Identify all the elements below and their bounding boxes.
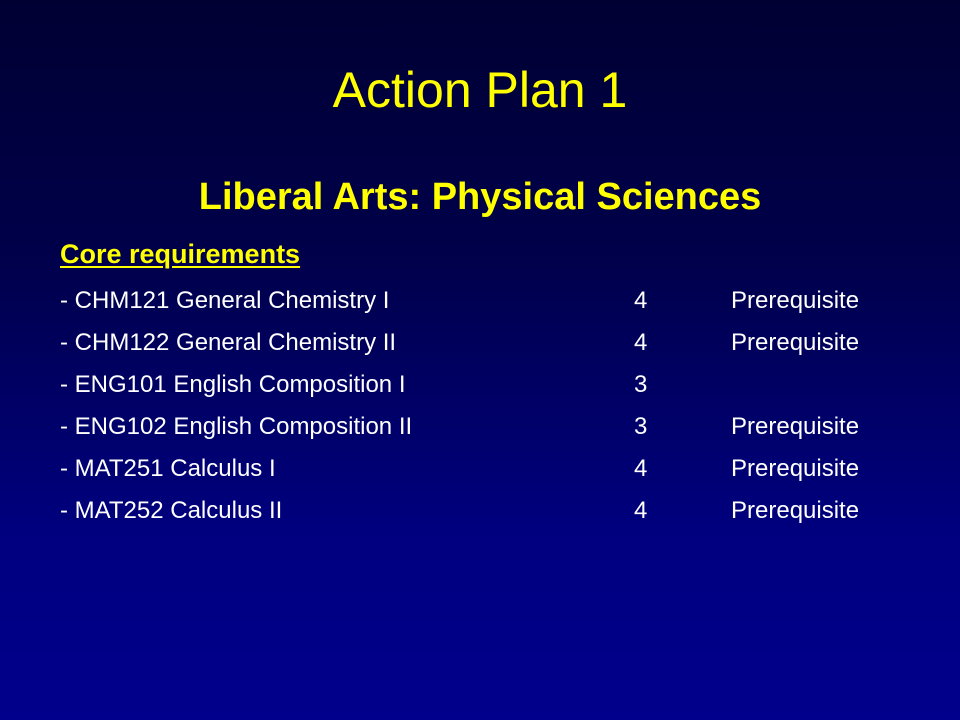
course-row <box>60 364 940 406</box>
course-note: Prerequisite <box>731 413 860 440</box>
course-name: - ENG102 English Composition II <box>60 413 413 440</box>
course-credits: 3 <box>634 413 648 440</box>
course-credits: 4 <box>634 287 648 314</box>
course-name: - CHM122 General Chemistry II <box>60 329 397 356</box>
course-name: - ENG101 English Composition I <box>60 371 406 398</box>
course-note: Prerequisite <box>731 497 860 524</box>
course-row <box>60 448 940 490</box>
course-credits: 3 <box>634 371 648 398</box>
course-row <box>60 322 940 364</box>
course-name: - MAT251 Calculus I <box>60 455 276 482</box>
slide-title: Action Plan 1 <box>332 62 628 118</box>
course-row <box>60 490 940 532</box>
course-name: - CHM121 General Chemistry I <box>60 287 390 314</box>
course-note: Prerequisite <box>731 329 860 356</box>
course-credits: 4 <box>634 329 648 356</box>
course-name: - MAT252 Calculus II <box>60 497 283 524</box>
course-row <box>60 280 940 322</box>
section-heading: Core requirements <box>60 239 301 269</box>
course-list <box>60 280 940 532</box>
course-credits: 4 <box>634 497 648 524</box>
slide-subtitle: Liberal Arts: Physical Sciences <box>198 176 762 218</box>
course-note: Prerequisite <box>731 455 860 482</box>
course-note: Prerequisite <box>731 287 860 314</box>
course-row <box>60 406 940 448</box>
course-credits: 4 <box>634 455 648 482</box>
